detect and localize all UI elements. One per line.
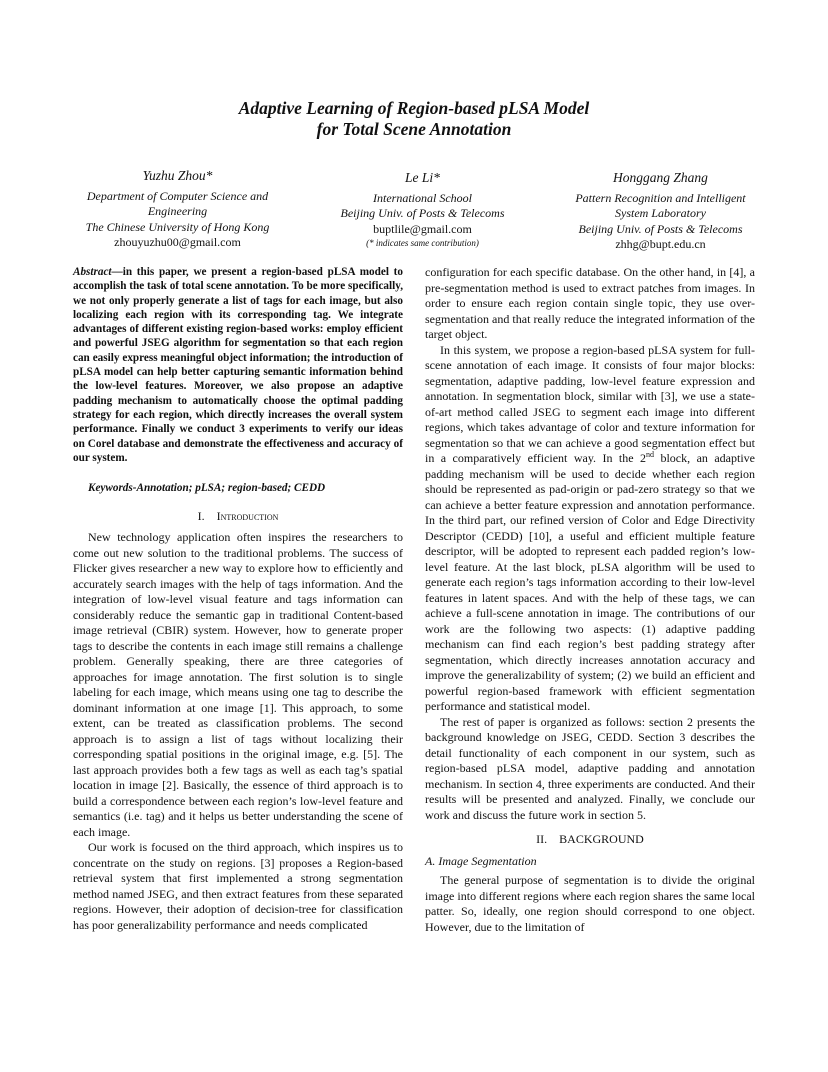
author-affiliation: Pattern Recognition and Intelligent [575,190,746,205]
paper-title-line1: Adaptive Learning of Region-based pLSA Model [238,98,590,118]
author-affiliation: Department of Computer Science and [86,188,269,203]
subsection-heading: A. Image Segmentation [425,853,537,868]
right-column [425,265,755,935]
paper-title-line2: for Total Scene Annotation [316,119,512,139]
section-number: I. [197,508,205,523]
author-email: zhouyuzhu00@gmail.com [114,235,241,249]
paragraph-text: block, an adaptive padding mechanism will be used to decide whether each region should be represented as pad-origin or pad-zero strategy so that we can achieve a better feature expression and annotation performance. In the third part, our refined version of Color and Edge Directivity Descriptor (CEDD) [10], a useful and efficient multiple feature descriptor, will be adopted to represent each padded region’s low-level feature. At the last block, pLSA algorithm will be used to generate each region’s tags information according to their low-level features in latent spaces. And with the help of these tags, we can achieve a full-scene annotation in image. The contributions of our work are the following two aspects: (1) adaptive padding mechanism can find each region’s best padding strategy after segmentation, which directly increases annotation accuracy and improve the generalizability of system; (2) we build an efficient and powerful region-based framework with efficient segmentation performance and statistical model. [425,451,755,713]
section-title: BACKGROUND [559,832,644,846]
paragraph: Our work is focused on the third approach, which inspires us to concentrate on the study on regions. [3] proposes a Region-based retrieval system that first implemented a strong segmentation method named JSEG, and then extract features from these separated regions. However, their adoption of decision-tree for classification has poor generalizability performance and needs complicated [73,840,403,932]
section-number: II. [536,832,548,846]
author-email: zhhg@bupt.edu.cn [615,237,706,251]
abstract [73,265,403,465]
superscript: nd [646,450,655,459]
paragraph [425,343,755,715]
author-affiliation: Beijing Univ. of Posts & Telecoms [340,206,505,220]
author-name: Honggang Zhang [613,170,708,185]
abstract-text: —in this paper, we present a region-based pLSA model to accomplish the task of total scene annotation. To be more specifically, we not only properly generate a list of tags for each image, but also localizing each region with its corresponding tag. We integrate advantages of different existing region-based works: employ efficient and powerful JSEG algorithm for segmentation so that each region can easily express meaningful object information; the introduction of pLSA model can help better capturing semantic information behind the low-level features. Moreover, we also propose an adaptive padding mechanism to automatically choose the optimal padding strategy for each region, which directly increases the overall system performance. Finally we conduct 3 experiments to verify our ideas on Corel database and demonstrate the effectiveness and accuracy of our system. [73,266,403,464]
author-block-2 [320,170,525,249]
section-heading-background [425,832,755,848]
paragraph: The rest of paper is organized as follows: section 2 presents the background knowledge on JSEG, CEDD. Section 3 describes the detail functionality of each component in our system, such as region-based pLSA model, adaptive padding and annotation mechanism. In section 4, three experiments are conducted. And their results will be presented and analyzed. Finally, we conclude our work and discuss the future work in section 5. [425,714,755,822]
author-affiliation: The Chinese University of Hong Kong [85,219,270,234]
author-block-1 [70,168,285,251]
keywords: Keywords-Annotation; pLSA; region-based; CEDD [88,482,326,495]
contribution-note: (* indicates same contribution) [366,238,479,248]
section-heading-introduction [73,509,403,525]
author-block-3 [548,170,773,253]
author-email: buptlile@gmail.com [373,221,472,236]
author-affiliation: System Laboratory [615,206,706,220]
author-name: Yuzhu Zhou* [142,168,213,183]
paragraph: New technology application often inspires the researchers to come out new solution to the traditional problems. The success of Flicker gives researcher a new way to explore how to efficiently and accurately search images with the help of tags information. And the integration of low-level visual feature and tags information can considerably reduce the semantic gap in traditional Content-based image retrieval (CBIR) system. However, how to generate proper tags to describe the contents in each image still remains a challenge problem. Generally speaking, there are three categories of approaches for image annotation. The first solution is to single labeling for each image, which means using one tag to describe the dominant information at one image [1]. This approach, to some extent, can be treated as classification problems. The second approach is to assign a list of tags without localizing their corresponding spatial positions in the original image, e.g. [5]. The last approach provides both a few tags as well as each tag’s spatial location in image [2]. Basically, the essence of third approach is to build a correspondence between each region’s low-level feature and semantics (i.e. tag) and it helps us better understanding the scene of each image. [73,530,403,839]
author-name: Le Li* [405,170,440,185]
author-affiliation: International School [373,190,472,205]
abstract-lead: Abstract [73,266,112,278]
author-affiliation: Engineering [147,204,208,218]
left-column [73,265,403,933]
paragraph-text: In this system, we propose a region-based pLSA system for full-scene annotation of each image. It consists of four major blocks: segmentation, adaptive padding, low-level feature expression and annotation. In segmentation block, similar with [3], we use a state-of-art method called JSEG to segment each image into different regions, which takes advantage of color and texture information for segmentation so that we can achieve a good segmentation effect but in a comparatively efficient way. In the 2 [425,342,755,465]
author-affiliation: Beijing Univ. of Posts & Telecoms [578,221,743,236]
section-title: Introduction [216,508,279,523]
paragraph: configuration for each specific database. On the other hand, in [4], a pre-segmentation method is used to extract patches from images. In order to ensure each region contain single topic, they use over-segmentation and that really reduce the integrated information of the target object. [425,265,755,341]
paragraph: The general purpose of segmentation is to divide the original image into different regions where each region shares the same local patter. So, ideally, one region should correspond to one object. However, due to the limitation of [425,873,755,934]
